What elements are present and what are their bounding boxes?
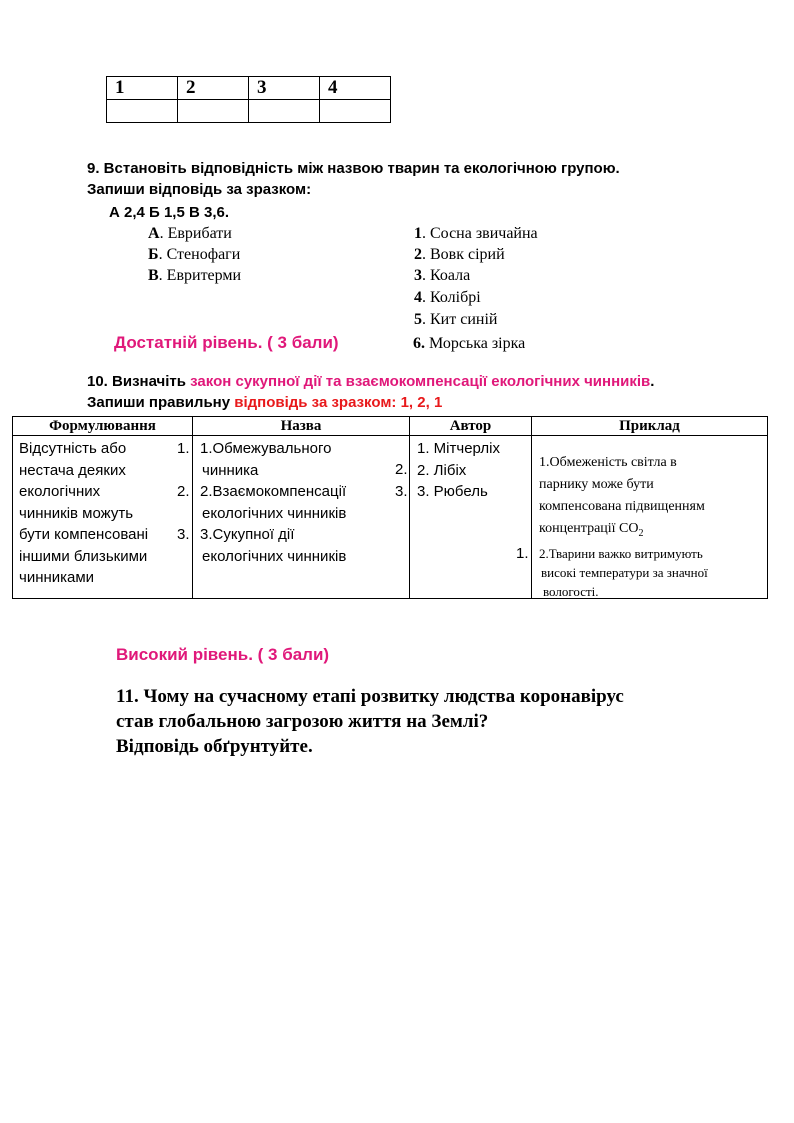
name-line: 1.Обмежувального [200,440,332,457]
q9-title: 9. Встановіть відповідність між назвою тварин та екологічною групою. [87,160,620,177]
q9-animal-2 [414,246,505,264]
q10-instruction-highlight: відповідь за зразком: 1, 2, 1 [234,394,443,411]
name-line: екологічних чинників [202,547,347,565]
author-line: 1. Мітчерліх [417,440,500,457]
level-sufficient-heading: Достатній рівень. ( 3 бали) [114,333,339,352]
q10-instruction-prefix: Запиши правильну [87,394,235,411]
table-header-example: Приклад [619,418,680,434]
example-2 [539,544,708,601]
q9-group-c [148,267,241,285]
example-line: високі температури за значної [541,565,708,580]
q9-animal-6 [413,335,525,353]
q11-line: 11. Чому на сучасному етапі розвитку людства коронавірус [116,686,624,707]
example-1 [539,452,705,545]
example-line: парнику може бути [539,477,654,492]
author-number: 1. [516,545,529,562]
table-header-author: Автор [449,418,492,434]
q10-title-prefix: 10. Визначіть [87,373,191,390]
q9-animal-text: Морська зірка [425,335,526,352]
name-line: 3.Сукупної дії [200,526,295,543]
table-divider [192,417,193,598]
name-number: 2. [395,461,408,478]
q11-line: Відповідь обґрунтуйте. [116,736,313,757]
q9-group-text: . Евритерми [158,267,242,284]
formulation-line: іншими близькими [19,547,148,565]
formulation-number: 1. [177,440,190,457]
example-co2-subscript: 2 [638,527,644,539]
answer-grid-header: 2 [178,77,249,100]
answer-cell[interactable] [178,100,249,123]
table-header-formulation: Формулювання [49,418,156,434]
q11-line: став глобальною загрозою життя на Землі? [116,711,489,732]
author-text [417,438,500,503]
author-line: 2. Лібіх [417,461,467,479]
q9-animal-num: 5 [414,311,422,328]
level-high-heading: Високий рівень. ( 3 бали) [116,645,330,664]
q9-animal-num: 2 [414,246,422,263]
formulation-number: 2. [177,483,190,500]
q10-table [12,416,768,599]
answer-grid-header-row [107,77,391,100]
q10-title [87,373,654,390]
name-text [200,438,346,567]
q9-animal-text: . Сосна звичайна [422,225,538,242]
q9-group-letter: В [148,267,159,284]
example-line: вологості. [543,584,599,599]
author-line: 3. Рюбель [417,483,488,500]
q9-animal-4 [414,289,481,307]
q9-animal-5 [414,311,497,329]
example-co2-text: концентрації СО [539,521,639,536]
answer-grid-header: 1 [107,77,178,100]
example-line: 1.Обмеженість світла в [539,455,677,470]
answer-grid-header: 4 [320,77,391,100]
answer-cell[interactable] [107,100,178,123]
q9-animal-num: 3 [414,267,422,284]
q9-instruction: Запиши відповідь за зразком: [87,181,312,198]
q9-animal-3 [414,267,470,285]
formulation-line: екологічних [19,483,101,500]
q10-instruction [87,394,442,411]
answer-cell[interactable] [249,100,320,123]
q9-animal-text: . Вовк сірий [422,246,505,263]
q9-animal-text: . Кит синій [422,311,498,328]
q11-question [116,684,624,759]
q10-title-suffix: . [650,373,655,390]
example-line: 2.Тварини важко витримують [539,546,703,561]
answer-grid-empty-row [107,100,391,123]
q9-group-text: . Стенофаги [158,246,241,263]
formulation-line: бути компенсовані [19,526,149,543]
q10-title-highlight: закон сукупної дії та взаємокомпенсації екологічних чинників [190,373,651,390]
formulation-number: 3. [177,526,190,543]
table-header-divider [13,435,767,436]
q9-animal-num: 4 [414,289,422,306]
name-line: чинника [202,461,259,479]
formulation-line: чинників можуть [19,504,134,522]
q9-group-b [148,246,240,264]
name-line: екологічних чинників [202,504,347,522]
formulation-text [19,438,148,589]
formulation-line: чинниками [19,569,95,586]
answer-grid [106,76,391,123]
q9-group-text: . Еврибати [159,225,232,242]
example-line [539,518,705,545]
formulation-line: нестача деяких [19,461,126,479]
table-divider [409,417,410,598]
example-line: компенсована підвищенням [539,499,705,514]
q9-animal-text: . Коала [422,267,471,284]
q9-sample: А 2,4 Б 1,5 В 3,6. [109,204,230,221]
q9-animal-text: . Колібрі [422,289,481,306]
table-divider [531,417,532,598]
table-header-name: Назва [280,418,322,434]
answer-cell[interactable] [320,100,391,123]
q9-animal-num: 1 [414,225,422,242]
q9-animal-1 [414,225,538,243]
answer-grid-header: 3 [249,77,320,100]
q9-animal-num: 6. [413,335,425,352]
q9-group-letter: Б [148,246,159,263]
formulation-line: Відсутність або [19,440,127,457]
q9-group-a [148,225,232,243]
name-number: 3. [395,483,408,500]
name-line: 2.Взаємокомпенсації [200,483,347,500]
q9-group-letter: А [148,225,160,242]
